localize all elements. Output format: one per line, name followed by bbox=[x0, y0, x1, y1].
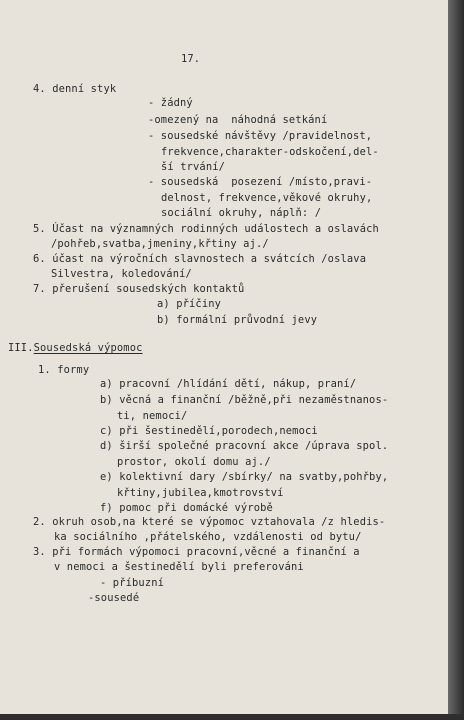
subsection-1-heading: 1. formy bbox=[38, 364, 90, 376]
list-item: f) pomoc při domácké výrobě bbox=[100, 502, 273, 514]
list-item-continuation: křtiny,jubilea,kmotrovství bbox=[117, 487, 284, 499]
page-number: 17. bbox=[181, 53, 201, 65]
list-item-continuation: prostor, okolí domu aj./ bbox=[117, 456, 271, 468]
list-item: d) širší společné pracovní akce /úprava spol. bbox=[100, 440, 389, 452]
item-5-line: /pohřeb,svatba,jmeniny,křtiny aj./ bbox=[51, 238, 269, 250]
section-heading-title: Sousedská výpomoc bbox=[33, 342, 143, 354]
book-binding-edge bbox=[448, 0, 464, 720]
list-item: b) věcná a finanční /běžně,při nezaměstnanos- bbox=[100, 394, 389, 406]
item-6-line: Silvestra, koledování/ bbox=[51, 268, 192, 280]
list-item: a) pracovní /hlídání dětí, nákup, praní/ bbox=[100, 378, 357, 390]
subsection-3-sub-line: - příbuzní bbox=[100, 577, 165, 589]
item-7-heading: 7. přerušení sousedských kontaktů bbox=[33, 283, 245, 295]
item-5-line: 5. Účast na významných rodinných událostech a oslavách bbox=[33, 223, 379, 235]
subsection-2-line: ka sociálního ,přátelského, vzdálenosti od bytu/ bbox=[54, 531, 362, 543]
item-4-sub-line: - sousedské návštěvy /pravidelnost, bbox=[148, 130, 373, 142]
item-4-sub-line: -omezený na náhodná setkání bbox=[148, 114, 328, 126]
item-4-sub-line: - žádný bbox=[148, 97, 193, 109]
item-4-sub-line: ší trvání/ bbox=[161, 161, 226, 173]
subsection-3-line: v nemoci a šestinedělí byli preferováni bbox=[54, 561, 304, 573]
scan-bottom-edge bbox=[0, 714, 464, 720]
subsection-3-line: 3. při formách výpomoci pracovní,věcné a finanční a bbox=[33, 546, 360, 558]
item-7-sub-line: b) formální průvodní jevy bbox=[157, 314, 318, 326]
list-item: c) při šestinedělí,porodech,nemoci bbox=[100, 425, 318, 437]
item-6-line: 6. účast na výročních slavnostech a svátcích /oslava bbox=[33, 253, 367, 265]
item-4-sub-line: - sousedská posezení /místo,pravi- bbox=[148, 176, 373, 188]
list-item-continuation: ti, nemoci/ bbox=[117, 410, 188, 422]
section-heading-prefix: III. bbox=[8, 342, 34, 354]
item-4-heading: 4. denní styk bbox=[33, 83, 117, 95]
list-item: e) kolektivní dary /sbírky/ na svatby,pohřby, bbox=[100, 471, 389, 483]
subsection-2-line: 2. okruh osob,na které se výpomoc vztahovala /z hledis- bbox=[33, 516, 386, 528]
section-heading bbox=[8, 342, 143, 354]
subsection-3-sub-line: -sousedé bbox=[88, 592, 140, 604]
item-4-sub-line: delnost, frekvence,věkové okruhy, bbox=[161, 192, 373, 204]
item-4-sub-line: frekvence,charakter-odskočení,del- bbox=[161, 146, 379, 158]
item-7-sub-line: a) příčiny bbox=[157, 298, 222, 310]
item-4-sub-line: sociální okruhy, náplň: / bbox=[161, 207, 322, 219]
